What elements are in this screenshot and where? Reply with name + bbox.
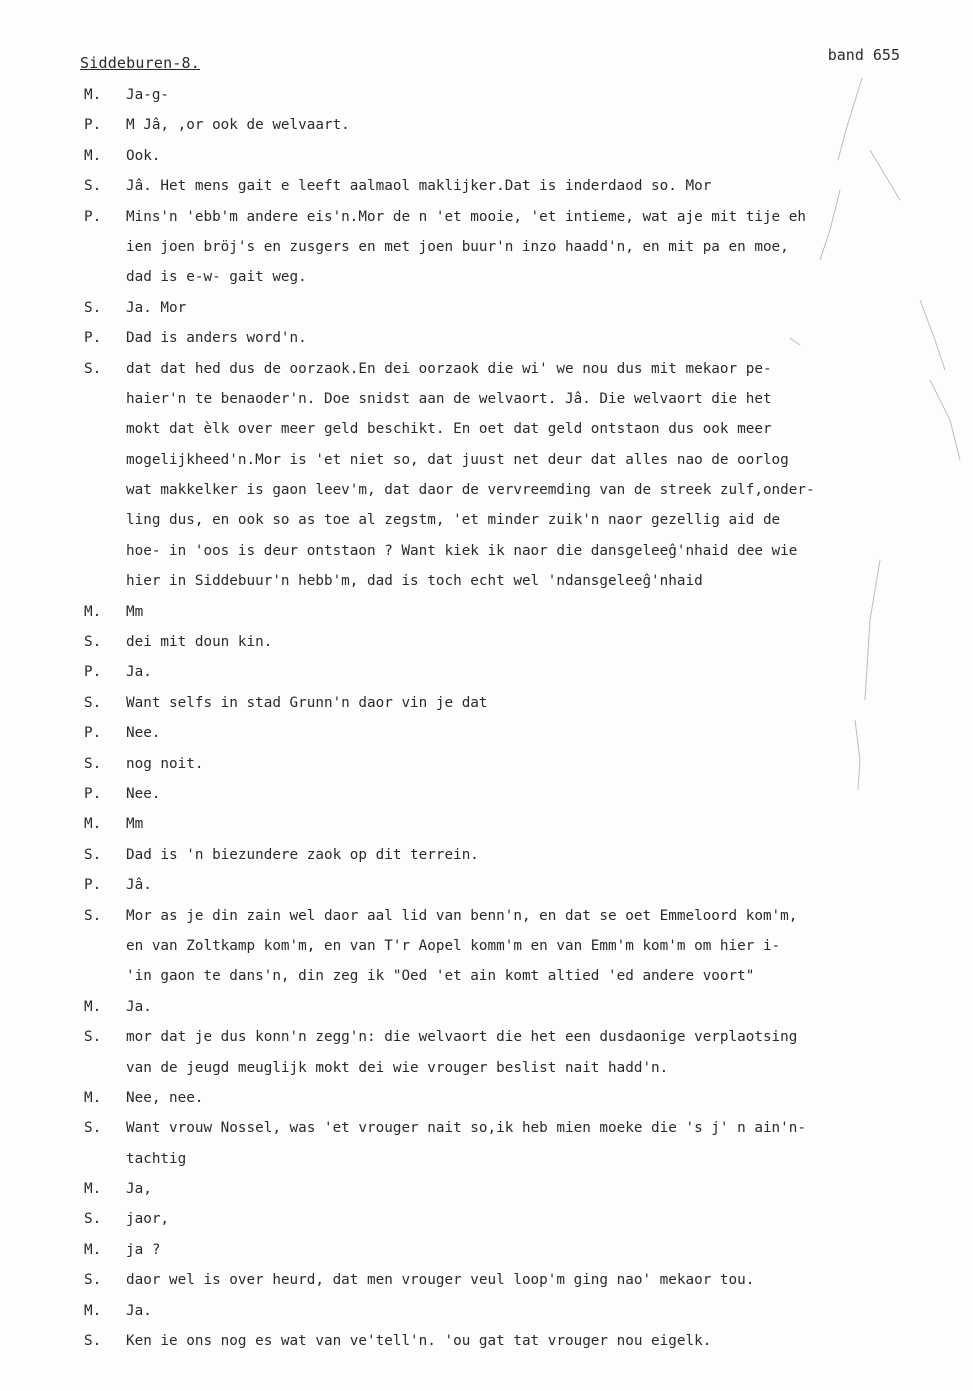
transcript-line	[84, 293, 964, 323]
speaker-label: M.	[84, 1089, 102, 1106]
transcript-line	[84, 1174, 964, 1204]
transcript-line	[84, 688, 964, 718]
utterance-text: hoe- in 'oos is deur ontstaon ? Want kiek ik naor die dansgeleeĝ'nhaid dee wie	[126, 542, 798, 559]
speaker-label: P.	[84, 208, 102, 225]
utterance-text: Ja-g-	[126, 87, 170, 103]
transcript-line	[84, 1113, 964, 1143]
utterance-text: dad is e-w- gait weg.	[126, 269, 307, 286]
transcript-line	[84, 1235, 964, 1265]
speaker-label: S.	[84, 360, 102, 377]
transcript-line	[84, 475, 964, 505]
transcript-line	[84, 901, 964, 931]
speaker-label: S.	[84, 694, 102, 711]
utterance-text: Ken ie ons nog es wat van ve'tell'n. 'ou gat tat vrouger nou eigelk.	[126, 1333, 712, 1350]
transcript-line	[84, 992, 964, 1022]
transcript-line	[84, 232, 964, 262]
band-number: band 655	[827, 46, 900, 64]
speaker-label: S.	[84, 1272, 102, 1289]
transcript-line	[84, 779, 964, 809]
utterance-text: dei mit doun kin.	[126, 634, 273, 651]
utterance-text: Ja.	[126, 664, 152, 681]
speaker-label: S.	[84, 1211, 102, 1228]
utterance-text: nog noit.	[126, 755, 204, 772]
speaker-label: S.	[84, 178, 102, 195]
speaker-label: M.	[84, 998, 102, 1015]
transcript-line	[84, 171, 964, 201]
utterance-text: mogelijkheed'n.Mor is 'et niet so, dat juust net deur dat alles nao de oorlog	[126, 451, 789, 468]
speaker-label: M.	[84, 87, 102, 103]
utterance-text: Ja.	[126, 1302, 152, 1319]
utterance-text: Ja. Mor	[126, 299, 187, 316]
utterance-text: Ook.	[126, 147, 161, 164]
transcript-line	[84, 110, 964, 140]
speaker-label: P.	[84, 330, 102, 347]
utterance-text: dat dat hed dus de oorzaok.En dei oorzaok die wi' we nou dus mit mekaor pe-	[126, 360, 772, 377]
transcript-line	[84, 870, 964, 900]
speaker-label: S.	[84, 755, 102, 772]
speaker-label: P.	[84, 877, 102, 894]
transcript-line	[84, 1296, 964, 1326]
speaker-label: S.	[84, 846, 102, 863]
speaker-label: S.	[84, 1333, 102, 1350]
transcript-line	[84, 627, 964, 657]
transcript-line	[84, 354, 964, 384]
utterance-text: ling dus, en ook so as toe al zegstm, 'et minder zuik'n naor gezellig aid de	[126, 512, 781, 529]
transcript-line	[84, 809, 964, 839]
speaker-label: S.	[84, 907, 102, 924]
transcript-line	[84, 1326, 964, 1356]
utterance-text: Jâ. Het mens gait e leeft aalmaol maklijker.Dat is inderdaod so. Mor	[126, 178, 712, 195]
transcript-line	[84, 202, 964, 232]
utterance-text: Mm	[126, 816, 144, 833]
transcript-line	[84, 384, 964, 414]
utterance-text: daor wel is over heurd, dat men vrouger veul loop'm ging nao' mekaor tou.	[126, 1272, 755, 1289]
utterance-text: Dad is anders word'n.	[126, 330, 307, 347]
utterance-text: ja ?	[126, 1241, 161, 1258]
speaker-label: S.	[84, 1029, 102, 1046]
document-title: Siddeburen-8.	[80, 54, 200, 72]
speaker-label: P.	[84, 725, 102, 742]
speaker-label: P.	[84, 785, 102, 802]
utterance-text: Dad is 'n biezundere zaok op dit terrein.	[126, 846, 479, 863]
utterance-text: Mm	[126, 603, 144, 620]
utterance-text: mokt dat èlk over meer geld beschikt. En oet dat geld ontstaon dus ook meer	[126, 421, 772, 438]
speaker-label: S.	[84, 299, 102, 316]
transcript-line	[84, 749, 964, 779]
utterance-text: Mor as je din zain wel daor aal lid van benn'n, en dat se oet Emmeloord kom'm,	[126, 907, 798, 924]
utterance-text: ien joen bröj's en zusgers en met joen buur'n inzo haadd'n, en mit pa en moe,	[126, 238, 789, 255]
utterance-text: Jâ.	[126, 877, 152, 894]
utterance-text: Nee.	[126, 785, 161, 802]
utterance-text: Ja,	[126, 1181, 152, 1198]
speaker-label: M.	[84, 1241, 102, 1258]
speaker-label: M.	[84, 1302, 102, 1319]
utterance-text: hier in Siddebuur'n hebb'm, dad is toch echt wel 'ndansgeleeĝ'nhaid	[126, 573, 703, 590]
transcript-line	[84, 414, 964, 444]
speaker-label: M.	[84, 603, 102, 620]
transcript-line	[84, 1144, 964, 1174]
transcript-line	[84, 1083, 964, 1113]
transcript-line	[84, 597, 964, 627]
speaker-label: S.	[84, 634, 102, 651]
transcript-line	[84, 1265, 964, 1295]
transcript-line	[84, 445, 964, 475]
transcript-line	[84, 1022, 964, 1052]
transcript-line	[84, 536, 964, 566]
transcript-line	[84, 657, 964, 687]
transcript-line	[84, 840, 964, 870]
speaker-label: P.	[84, 117, 102, 134]
utterance-text: jaor,	[126, 1211, 170, 1228]
utterance-text: tachtig	[126, 1150, 187, 1167]
document-header	[80, 46, 900, 76]
utterance-text: Mins'n 'ebb'm andere eis'n.Mor de n 'et mooie, 'et intieme, wat aje mit tije eh	[126, 208, 806, 225]
transcript-line	[84, 262, 964, 292]
transcript-line	[84, 141, 964, 171]
speaker-label: S.	[84, 1120, 102, 1137]
speaker-label: P.	[84, 664, 102, 681]
utterance-text: 'in gaon te dans'n, din zeg ik "Oed 'et ain komt altied 'ed andere voort"	[126, 968, 755, 985]
transcript-line	[84, 1204, 964, 1234]
utterance-text: mor dat je dus konn'n zegg'n: die welvaort die het een dusdaonige verplaotsing	[126, 1029, 798, 1046]
speaker-label: M.	[84, 1181, 102, 1198]
utterance-text: haier'n te benaoder'n. Doe snidst aan de welvaort. Jâ. Die welvaort die het	[126, 390, 772, 407]
transcript-line	[84, 323, 964, 353]
utterance-text: Nee.	[126, 725, 161, 742]
utterance-text: en van Zoltkamp kom'm, en van T'r Aopel komm'm en van Emm'm kom'm om hier i-	[126, 937, 781, 954]
transcript	[84, 80, 964, 1356]
transcript-line	[84, 80, 964, 110]
transcript-line	[84, 505, 964, 535]
speaker-label: M.	[84, 816, 102, 833]
transcript-line	[84, 931, 964, 961]
utterance-text: wat makkelker is gaon leev'm, dat daor de vervreemding van de streek zulf,onder-	[126, 482, 815, 499]
transcript-line	[84, 566, 964, 596]
utterance-text: M Jâ, ,or ook de welvaart.	[126, 117, 350, 134]
transcript-line	[84, 718, 964, 748]
speaker-label: M.	[84, 147, 102, 164]
transcript-line	[84, 961, 964, 991]
utterance-text: van de jeugd meuglijk mokt dei wie vrouger beslist nait hadd'n.	[126, 1059, 669, 1076]
transcript-line	[84, 1053, 964, 1083]
utterance-text: Want vrouw Nossel, was 'et vrouger nait so,ik heb mien moeke die 's j' n ain'n-	[126, 1120, 806, 1137]
utterance-text: Want selfs in stad Grunn'n daor vin je dat	[126, 694, 488, 711]
utterance-text: Nee, nee.	[126, 1089, 204, 1106]
utterance-text: Ja.	[126, 998, 152, 1015]
